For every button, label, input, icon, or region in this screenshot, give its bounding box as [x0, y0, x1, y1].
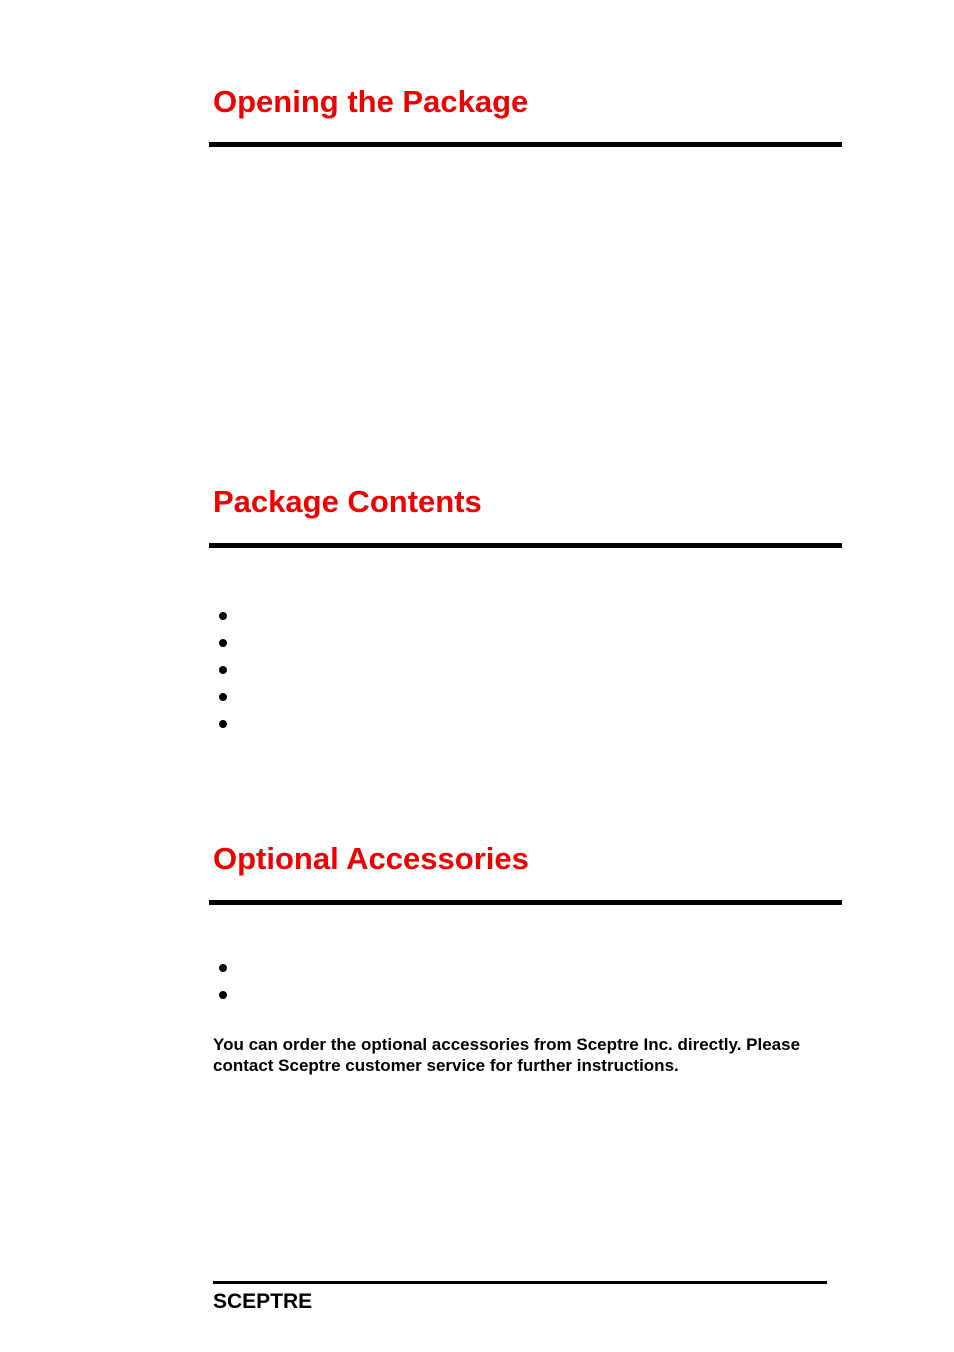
bullet-icon [219, 693, 227, 701]
section-title-optional-accessories: Optional Accessories [213, 841, 529, 876]
section-title-opening-the-package: Opening the Package [213, 84, 529, 119]
section-divider-opening [209, 142, 842, 147]
footer-brand: SCEPTRE [213, 1290, 313, 1313]
section-divider-contents [209, 543, 842, 548]
bullet-icon [219, 639, 227, 647]
bullet-icon [219, 964, 227, 972]
accessories-order-note: You can order the optional accessories from Sceptre Inc. directly. Please contact Sceptre customer service for further instructions. [213, 1035, 801, 1075]
footer-divider [213, 1281, 827, 1284]
section-title-package-contents: Package Contents [213, 484, 482, 519]
bullet-icon [219, 612, 227, 620]
bullet-icon [219, 720, 227, 728]
bullet-icon [219, 666, 227, 674]
section-divider-accessories [209, 900, 842, 905]
bullet-icon [219, 991, 227, 999]
